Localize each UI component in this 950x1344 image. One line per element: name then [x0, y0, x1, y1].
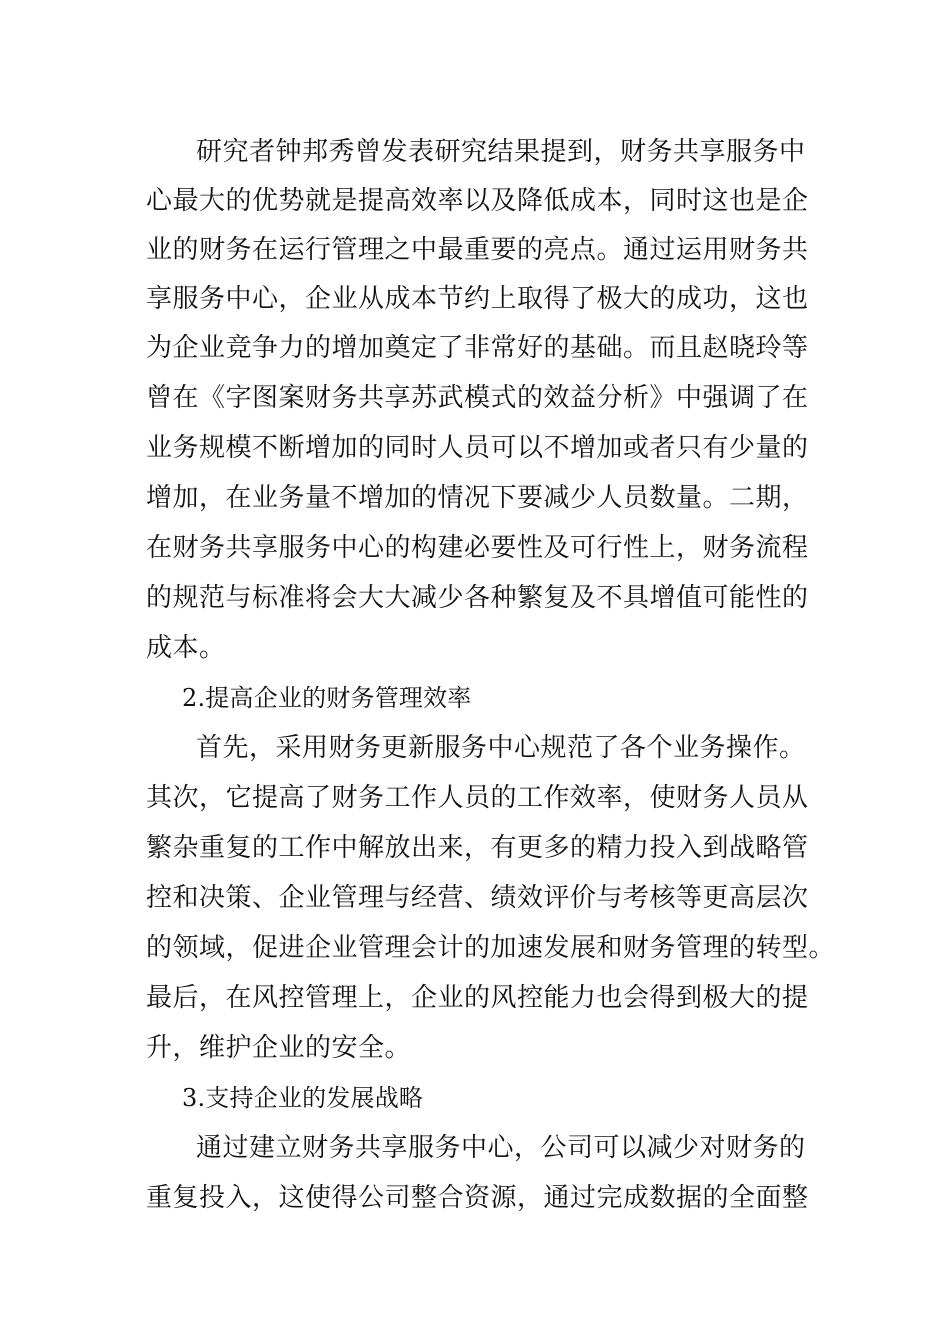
paragraph-line: 享服务中心，企业从成本节约上取得了极大的成功，这也 [146, 284, 809, 314]
paragraph-line: 首先，采用财务更新服务中心规范了各个业务操作。 [196, 733, 806, 763]
paragraph-line: 控和决策、企业管理与经营、绩效评价与考核等更高层次 [146, 883, 809, 913]
paragraph-line: 心最大的优势就是提高效率以及降低成本，同时这也是企 [146, 186, 809, 216]
paragraph-line: 的规范与标准将会大大减少各种繁复及不具增值可能性的 [146, 583, 809, 613]
paragraph-line: 的领域，促进企业管理会计的加速发展和财务管理的转型。 [146, 933, 836, 963]
paragraph-line: 在财务共享服务中心的构建必要性及可行性上，财务流程 [146, 533, 809, 563]
paragraph-line: 繁杂重复的工作中解放出来，有更多的精力投入到战略管 [146, 833, 809, 863]
paragraph-line: 研究者钟邦秀曾发表研究结果提到，财务共享服务中 [196, 137, 806, 167]
paragraph-line: 为企业竞争力的增加奠定了非常好的基础。而且赵晓玲等 [146, 333, 809, 363]
paragraph-line: 其次，它提高了财务工作人员的工作效率，使财务人员从 [146, 783, 809, 813]
paragraph-line: 业的财务在运行管理之中最重要的亮点。通过运用财务共 [146, 235, 809, 265]
paragraph-line: 业务规模不断增加的同时人员可以不增加或者只有少量的 [146, 433, 809, 463]
paragraph-line: 升，维护企业的安全。 [146, 1033, 412, 1063]
paragraph-line: 成本。 [146, 633, 226, 663]
paragraph-line: 通过建立财务共享服务中心，公司可以减少对财务的 [196, 1133, 806, 1163]
section-heading: 2.提高企业的财务管理效率 [182, 684, 472, 712]
paragraph-line: 重复投入，这使得公司整合资源，通过完成数据的全面整 [146, 1183, 809, 1213]
paragraph-line: 曾在《字图案财务共享苏武模式的效益分析》中强调了在 [146, 383, 809, 413]
paragraph-line: 最后，在风控管理上，企业的风控能力也会得到极大的提 [146, 983, 809, 1013]
section-heading: 3.支持企业的发展战略 [182, 1084, 424, 1112]
paragraph-line: 增加，在业务量不增加的情况下要减少人员数量。二期， [146, 483, 809, 513]
